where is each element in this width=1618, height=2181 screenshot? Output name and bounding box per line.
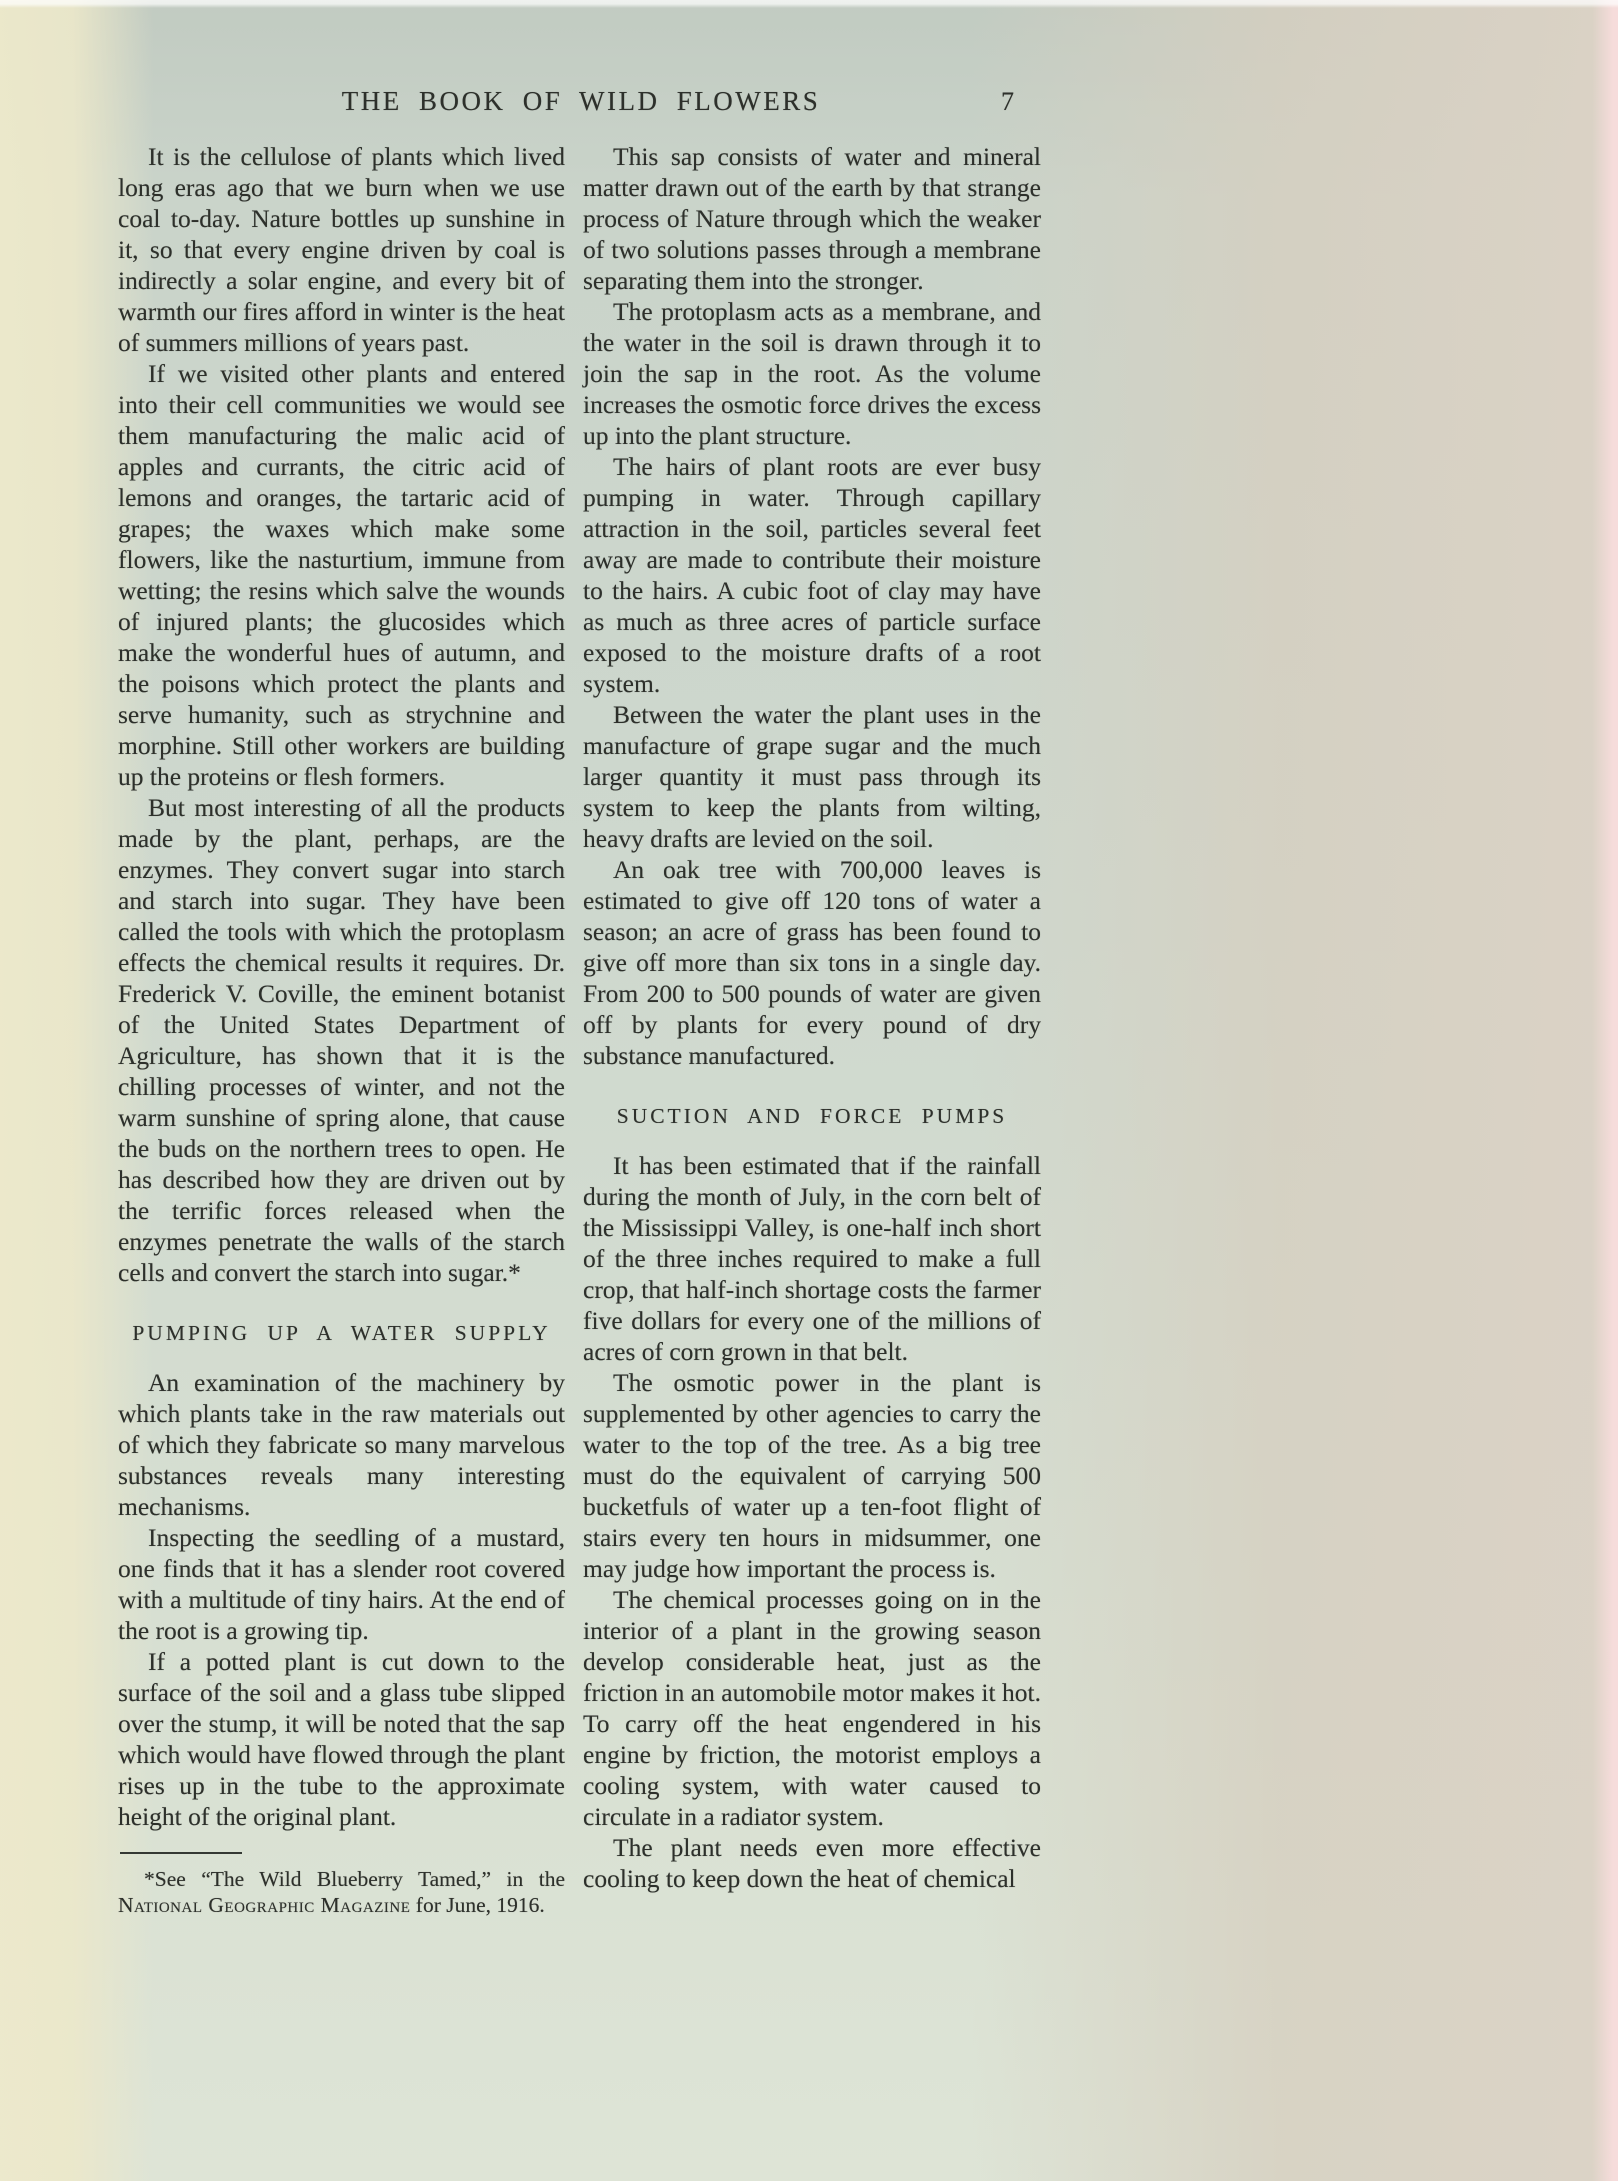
paragraph: The protoplasm acts as a membrane, and the water in the soil is drawn through it to join the sap in the root. As the volume increases the osmotic force drives the excess up into the plant structure. — [583, 297, 1041, 450]
paragraph: If a potted plant is cut down to the surface of the soil and a glass tube slipped over the stump, it will be noted that the sap which would have flowed through the plant rises up in the tube to the approximate height of the original plant. — [118, 1647, 565, 1831]
paragraph: If we visited other plants and entered into their cell communities we would see them manufacturing the malic acid of apples and currants, the citric acid of lemons and oranges, the tartaric acid of grapes; the waxes which make some flowers, like the nasturtium, immune from wetting; the resins which salve the wounds of injured plants; the glucosides which make the wonderful hues of autumn, and the poisons which protect the plants and serve humanity, such as strychnine and morphine. Still other workers are building up the proteins or flesh formers. — [118, 359, 565, 791]
paragraph: Between the water the plant uses in the manufacture of grape sugar and the much larger quantity it must pass through its system to keep the plants from wilting, heavy drafts are levied on the soil. — [583, 700, 1041, 853]
section-heading: SUCTION AND FORCE PUMPS — [616, 1104, 1008, 1128]
left-column — [118, 141, 565, 1918]
footnote-magazine-name: National Geographic Magazine — [118, 1893, 411, 1917]
running-head — [120, 86, 1042, 117]
paragraph: The chemical processes going on in the interior of a plant in the growing season develop considerable heat, just as the friction in an automobile motor makes it hot. To carry off the heat engendered in his engine by friction, the motorist employs a cooling system, with water caused to circulate in a radiator system. — [583, 1585, 1041, 1831]
page-title: THE BOOK OF WILD FLOWERS — [341, 86, 821, 116]
footnote-rule — [120, 1852, 242, 1854]
paragraph: An oak tree with 700,000 leaves is estimated to give off 120 tons of water a season; an acre of grass has been found to give off more than six tons in a single day. From 200 to 500 pounds of water are given off by plants for every pound of dry substance manufactured. — [583, 855, 1041, 1070]
paragraph: It has been estimated that if the rainfall during the month of July, in the corn belt of the Mississippi Valley, is one-half inch short of the three inches required to make a full crop, that half-inch shortage costs the farmer five dollars for every one of the millions of acres of corn grown in that belt. — [583, 1151, 1041, 1366]
paragraph: An examination of the machinery by which plants take in the raw materials out of which they fabricate so many marvelous substances reveals many interesting mechanisms. — [118, 1368, 565, 1521]
paragraph: The hairs of plant roots are ever busy pumping in water. Through capillary attraction in the soil, particles several feet away are made to contribute their moisture to the hairs. A cubic foot of clay may have as much as three acres of particle surface exposed to the moisture drafts of a root system. — [583, 452, 1041, 698]
paragraph: This sap consists of water and mineral matter drawn out of the earth by that strange process of Nature through which the weaker of two solutions passes through a membrane separating them into the stronger. — [583, 142, 1041, 295]
paragraph: The plant needs even more effective cooling to keep down the heat of chemical — [583, 1833, 1041, 1893]
footnote-text: for June, 1916. — [410, 1893, 545, 1917]
right-column — [583, 141, 1041, 1894]
paragraph: It is the cellulose of plants which lived long eras ago that we burn when we use coal to-day. Nature bottles up sunshine in it, so that every engine driven by coal is indirectly a solar engine, and every bit of warmth our fires afford in winter is the heat of summers millions of years past. — [118, 142, 565, 357]
section-heading: PUMPING UP A WATER SUPPLY — [132, 1321, 551, 1345]
paragraph: But most interesting of all the products made by the plant, perhaps, are the enzymes. They convert sugar into starch and starch into sugar. They have been called the tools with which the protoplasm effects the chemical results it requires. Dr. Frederick V. Coville, the eminent botanist of the United States Department of Agriculture, has shown that it is the chilling processes of winter, and not the warm sunshine of spring alone, that cause the buds on the northern trees to open. He has described how they are driven out by the terrific forces released when the enzymes penetrate the walls of the starch cells and convert the starch into sugar.* — [118, 793, 565, 1287]
paragraph: The osmotic power in the plant is supplemented by other agencies to carry the water to the top of the tree. As a big tree must do the equivalent of carrying 500 bucketfuls of water up a ten-foot flight of stairs every ten hours in midsummer, one may judge how important the process is. — [583, 1368, 1041, 1583]
page-number: 7 — [1001, 87, 1014, 116]
footnote — [118, 1866, 565, 1918]
paragraph: Inspecting the seedling of a mustard, one finds that it has a slender root covered with a multitude of tiny hairs. At the end of the root is a growing tip. — [118, 1523, 565, 1645]
footnote-text: *See “The Wild Blueberry Tamed,” in the — [144, 1867, 565, 1891]
